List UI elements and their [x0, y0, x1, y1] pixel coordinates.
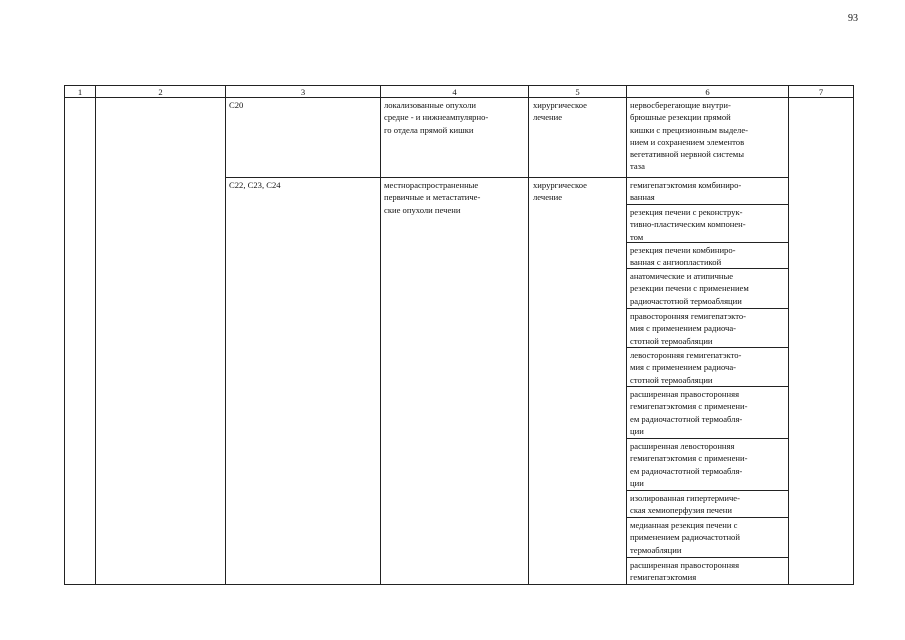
row-2-method-8: расширенная левосторонняя гемигепатэктомия с применени- ем радиочастотной термоабля- ции [630, 441, 748, 488]
header-col-7: 7 [818, 87, 824, 97]
header-col-5: 5 [575, 87, 580, 97]
row-2-method-3: резекция печени комбиниро- ванная с ангиопластикой [630, 245, 736, 268]
row-2-disease: местнораспространенные первичные и метастатиче- ские опухоли печени [384, 180, 481, 215]
row-1-disease: локализованные опухоли средне - и нижнеампулярно- го отдела прямой кишки [384, 100, 489, 135]
row-2-method-9: изолированная гипертермиче- ская хемиоперфузия печени [630, 493, 740, 516]
header-col-3: 3 [300, 87, 306, 97]
row-1-treatment: хирургическое лечение [533, 100, 587, 123]
row-1-method-1: нервосберегающие внутри- брюшные резекции прямой кишки с прецизионным выделе- нием и сохранением элементов вегетативной нервной системы таза [630, 100, 749, 172]
header-col-2: 2 [158, 87, 163, 97]
page-number: 93 [848, 13, 858, 24]
row-2-method-4: анатомические и атипичные резекции печени с применением радиочастотной термоабляции [630, 271, 749, 306]
row-2-method-7: расширенная правосторонняя гемигепатэктомия с применени- ем радиочастотной термоабля- ции [630, 389, 748, 436]
header-col-6: 6 [705, 87, 710, 97]
row-1-codes: C20 [229, 100, 244, 110]
row-2-codes: C22, C23, C24 [229, 180, 281, 190]
row-2-method-2: резекция печени с реконструк- тивно-пластическим компонен- том [630, 207, 746, 242]
header-col-4: 4 [452, 87, 457, 97]
row-2-method-10: медианная резекция печени с применением радиочастотной термоабляции [630, 520, 740, 555]
header-col-1: 1 [77, 87, 83, 97]
row-2-treatment: хирургическое лечение [533, 180, 587, 203]
row-2-method-5: правосторонняя гемигепатэкто- мия с применением радиоча- стотной термоабляции [630, 311, 747, 346]
row-2-method-1: гемигепатэктомия комбиниро- ванная [630, 180, 742, 203]
row-2-method-11: расширенная правосторонняя гемигепатэктомия [630, 560, 740, 583]
row-2-method-6: левосторонняя гемигепатэкто- мия с применением радиоча- стотной термоабляции [630, 350, 742, 385]
